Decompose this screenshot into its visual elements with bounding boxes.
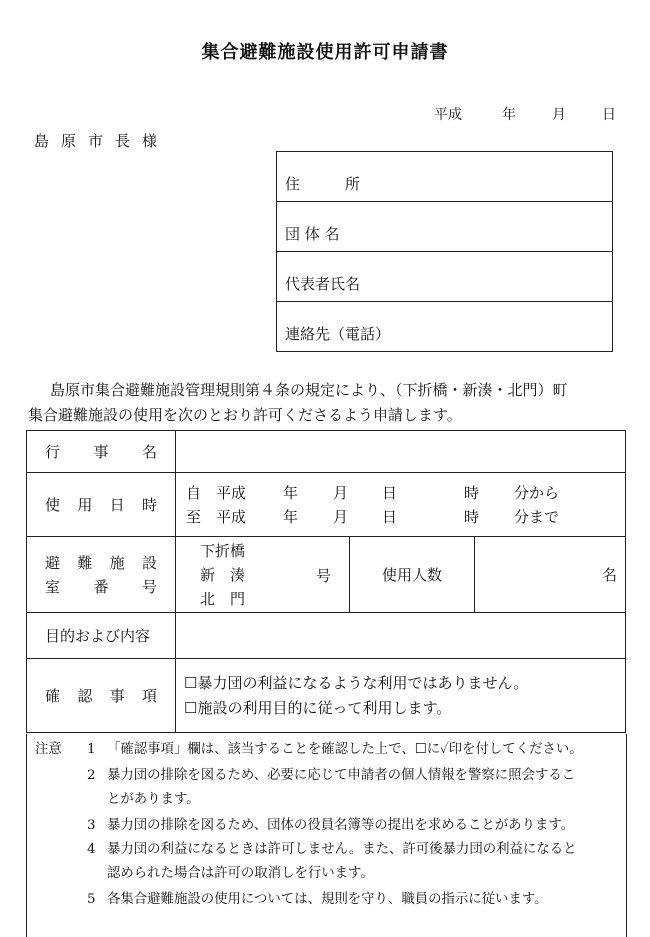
confirm-field xyxy=(176,659,626,733)
room-number-field[interactable] xyxy=(176,537,350,613)
date-era: 平成 xyxy=(434,107,462,123)
addressee: 島原市長様 xyxy=(34,132,170,150)
intro-line-2: 集合避難施設の使用を次のとおり許可くださるよう申請します。 xyxy=(28,406,462,424)
contact-field[interactable] xyxy=(277,302,613,352)
page-title: 集合避難施設使用許可申請書 xyxy=(201,42,449,63)
address-field[interactable] xyxy=(277,152,613,202)
period-from: 自 平成 年 月 日 時 分から xyxy=(186,483,560,502)
intro-line-1: 島原市集合避難施設管理規則第４条の規定により、（下折橋・新湊・北門）町 xyxy=(50,381,568,399)
representative-label: 代表者氏名 xyxy=(285,275,361,293)
event-row xyxy=(27,431,626,473)
period-field[interactable] xyxy=(176,473,626,537)
facility-option: 下折橋 xyxy=(200,541,246,560)
notes-label: 注意 xyxy=(35,742,62,757)
users-field[interactable] xyxy=(475,537,626,613)
note-item: 3 暴力団の排除を図るため、団体の役員名簿等の提出を求めることがあります。 xyxy=(87,818,575,833)
purpose-field[interactable] xyxy=(176,613,626,659)
group-label: 団 体 名 xyxy=(285,225,340,243)
users-label: 使用人数 xyxy=(350,537,475,613)
confirm-checkbox[interactable]: ☐暴力団の利益になるような利用ではありません。 xyxy=(184,673,529,692)
note-item-cont: 認められた場合は許可の取消しを行います。 xyxy=(107,866,374,881)
confirm-row xyxy=(27,659,626,733)
note-item-cont: とがあります。 xyxy=(107,792,200,807)
facility-option: 新 湊 xyxy=(200,565,246,584)
event-label: 行 事 名 xyxy=(27,431,176,473)
purpose-label: 目的および内容 xyxy=(27,613,176,659)
date-year: 年 xyxy=(502,107,516,123)
period-row xyxy=(27,473,626,537)
address-label: 住 所 xyxy=(285,175,361,193)
room-suffix: 号 xyxy=(315,567,331,585)
period-label: 使 用 日 時 xyxy=(27,473,176,537)
note-item: 4 暴力団の利益になるときは許可しません。また、許可後暴力団の利益になると xyxy=(87,842,577,857)
confirm-label: 確 認 事 項 xyxy=(27,659,176,733)
facility-option: 北 門 xyxy=(200,589,246,608)
purpose-row xyxy=(27,613,626,659)
note-item: 5 各集合避難施設の使用については、規則を守り、職員の指示に従います。 xyxy=(87,892,548,907)
contact-label: 連絡先（電話） xyxy=(285,325,391,343)
note-item: 注意 1 「確認事項」欄は、該当することを確認した上で、☐に✓印を付してください。 xyxy=(35,738,620,757)
applicant-box xyxy=(276,151,613,352)
representative-field[interactable] xyxy=(277,252,613,302)
note-item: 2 暴力団の排除を図るため、必要に応じて申請者の個人情報を警察に照会するこ xyxy=(87,768,576,783)
date-day: 日 xyxy=(602,107,616,123)
notes-section xyxy=(26,734,627,937)
confirm-checkbox[interactable]: ☐施設の利用目的に従って利用します。 xyxy=(184,698,452,717)
intro-paragraph xyxy=(28,378,628,428)
room-row xyxy=(27,537,626,613)
period-to: 至 平成 年 月 日 時 分まで xyxy=(186,507,560,526)
date-month: 月 xyxy=(552,107,566,123)
users-suffix: 名 xyxy=(602,566,618,584)
application-form xyxy=(26,430,626,733)
group-field[interactable] xyxy=(277,202,613,252)
room-label: 避 難 施 設 室 番 号 xyxy=(27,537,176,613)
event-name-field[interactable] xyxy=(176,431,626,473)
